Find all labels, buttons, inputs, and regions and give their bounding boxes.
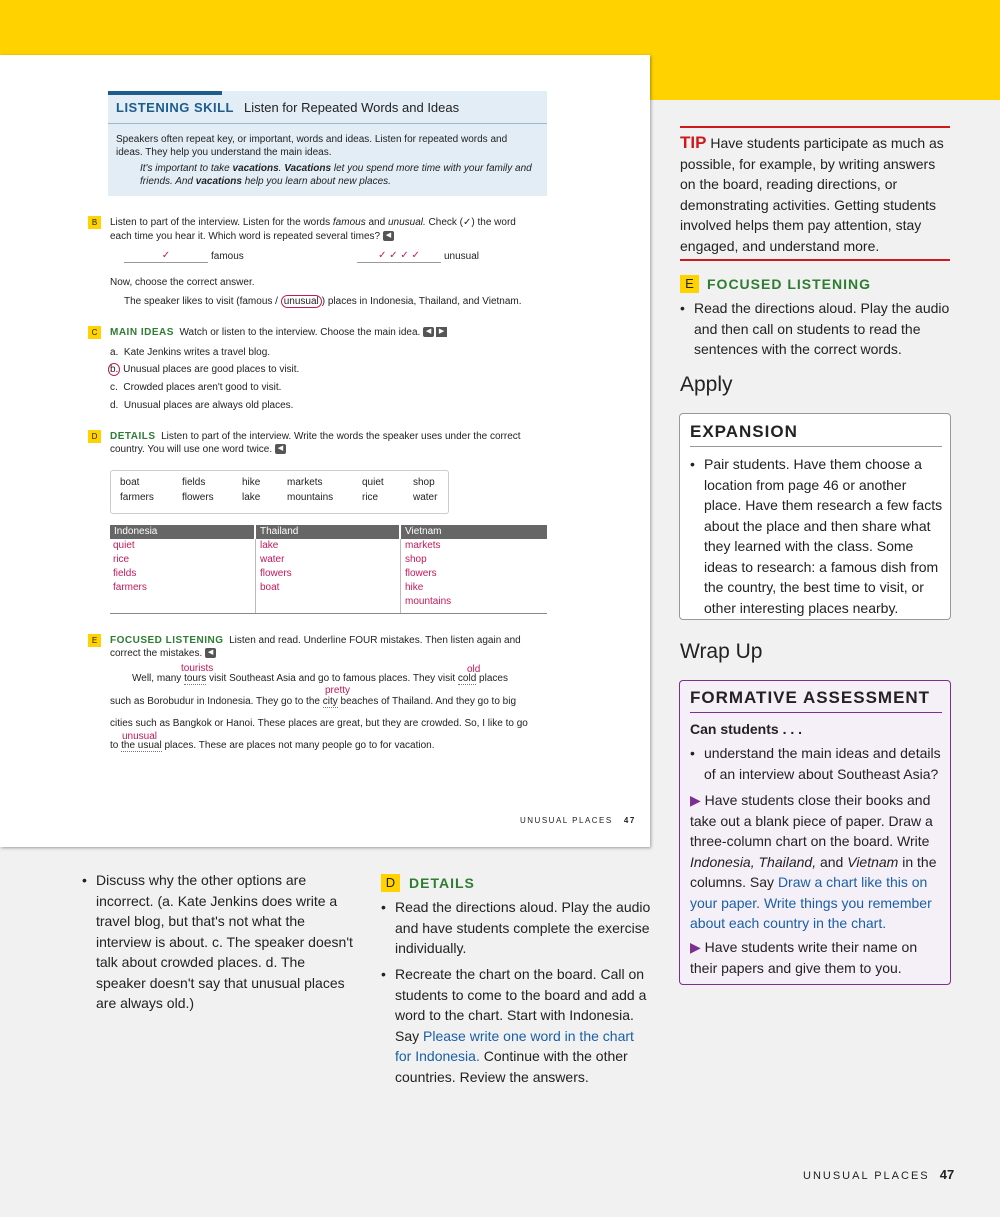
- unusual-label: unusual: [444, 251, 480, 262]
- assessment-title: FORMATIVE ASSESSMENT: [690, 688, 931, 707]
- skill-example: [140, 162, 540, 188]
- word-bank-item: flowers: [182, 492, 214, 503]
- example-text: .: [278, 163, 285, 174]
- focused-listening-badge: E: [680, 275, 699, 293]
- table-col-thailand: [257, 539, 401, 613]
- focused-listening-heading: FOCUSED LISTENING: [707, 276, 872, 292]
- details-heading: DETAILS: [409, 875, 475, 891]
- table-cell: farmers: [113, 582, 147, 593]
- passage-line-3: cities such as Bangkok or Hanoi. These places are great, but they are crowded. So, I like to go: [110, 718, 528, 729]
- bullet-dot: •: [381, 966, 386, 982]
- section-d-instruction-2: [110, 443, 286, 456]
- section-b-badge: B: [88, 216, 101, 229]
- word-bank-item: shop: [413, 477, 435, 488]
- passage-text: visit Southeast Asia and go to famous places. They visit: [206, 673, 458, 684]
- b-text: Check (✓) the word: [425, 217, 516, 228]
- famous-checks: ✓: [161, 250, 171, 261]
- section-d-instruction-1: [110, 430, 521, 443]
- word-bank-item: fields: [182, 477, 206, 488]
- b-word-famous: famous: [332, 217, 366, 228]
- focused-listening-bullet: Read the directions aloud. Play the audio and then call on students to read the sentences with the correct words.: [694, 300, 950, 357]
- bullet-dot: •: [381, 899, 386, 915]
- bullet-dot: •: [690, 745, 695, 761]
- word-bank-item: lake: [242, 492, 261, 503]
- speaker-icon[interactable]: ◀: [275, 444, 286, 454]
- table-cell: mountains: [405, 596, 452, 607]
- option-letter: c.: [110, 382, 118, 393]
- details-quote: Please write one word in the chart for Indonesia.: [395, 1027, 634, 1064]
- underlined-mistake: tours: [184, 673, 207, 684]
- section-e-instruction-2: [110, 647, 216, 660]
- triangle-arrow-icon: ▶: [690, 792, 701, 808]
- option-text: Crowded places aren't good to visit.: [123, 382, 282, 393]
- circled-answer: unusual: [281, 295, 322, 308]
- step-quote: Draw a chart like this on your paper. Write things you remember about each country in the chart.: [690, 874, 932, 931]
- option-a: [110, 346, 270, 359]
- speaker-icon[interactable]: ◀: [383, 231, 394, 241]
- correction-old: old: [467, 664, 481, 675]
- word-bank-item: water: [413, 492, 438, 503]
- table-cell: boat: [260, 582, 280, 593]
- expansion-bullet: Pair students. Have them choose a location from page 46 or another place. Have them research a few facts about the place and then share what they learned with the class. Some ideas to research: a famous dish from the country, the best time to visit, or other interesting places nearby.: [704, 456, 943, 616]
- b-text: and: [365, 217, 388, 228]
- famous-label: famous: [211, 251, 244, 262]
- option-letter: d.: [110, 400, 119, 411]
- assessment-rule: [690, 712, 942, 713]
- option-b: [108, 363, 299, 376]
- table-cell: markets: [405, 540, 441, 551]
- example-text: help you learn about new places.: [241, 176, 391, 187]
- wrap-up-heading: Wrap Up: [680, 640, 763, 663]
- answer-table: [110, 525, 547, 614]
- underlined-mistake: the usual: [121, 740, 162, 751]
- can-students: Can students . . .: [690, 721, 803, 737]
- footer-page-number: 47: [623, 816, 636, 825]
- expansion-box: [679, 413, 951, 620]
- word-bank-item: farmers: [120, 492, 154, 503]
- tip-bottom-rule: [680, 259, 950, 261]
- section-e-badge: E: [88, 634, 101, 647]
- step-text: Have students close their books and take out a blank piece of paper. Draw a three-column chart on the board. Write: [690, 792, 933, 849]
- passage-text: places. These are places not many people go to for vacation.: [161, 740, 435, 751]
- triangle-arrow-icon: ▶: [690, 939, 701, 955]
- student-page: [0, 55, 650, 847]
- play-icon[interactable]: ▶: [436, 327, 447, 337]
- d-text: country. You will use one word twice.: [110, 444, 273, 455]
- option-letter: a.: [110, 347, 119, 358]
- example-bold: Vacations: [284, 163, 332, 174]
- footer-label: UNUSUAL PLACES: [803, 1170, 930, 1182]
- table-header-thailand: Thailand: [256, 525, 399, 539]
- footer-page-number: 47: [939, 1167, 955, 1182]
- details-bullet-2: [395, 964, 653, 1087]
- assessment-step-1: [690, 790, 945, 934]
- underlined-mistake: cold: [457, 673, 477, 684]
- passage-text: such as Borobudur in Indonesia. They go to the: [110, 696, 323, 707]
- passage-line-1: [132, 672, 508, 685]
- step-text: in the columns. Say: [690, 853, 937, 890]
- speaker-icon[interactable]: ◀: [423, 327, 434, 337]
- notes-left-bullet: Discuss why the other options are incorrect. (a. Kate Jenkins does write a travel blog, but that's not what the interview is about. c. The speaker doesn't talk about crowded places. d. The speaker doesn't say that unusual places are always old.): [96, 872, 353, 1011]
- expansion-rule: [690, 446, 942, 447]
- table-cell: water: [260, 554, 285, 565]
- table-header-indonesia: Indonesia: [110, 525, 254, 539]
- table-cell: quiet: [113, 540, 135, 551]
- unusual-check-line: [357, 249, 441, 263]
- correction-pretty: pretty: [325, 685, 351, 696]
- b-answer-sentence: [124, 295, 522, 308]
- passage-text: places: [476, 673, 508, 684]
- option-text: Unusual places are good places to visit.: [123, 364, 300, 375]
- section-c-badge: C: [88, 326, 101, 339]
- student-page-footer: [520, 814, 636, 827]
- skill-body: Speakers often repeat key, or important, words and ideas. Listen for repeated words and ideas. They help you understand the main ideas.: [116, 134, 508, 158]
- d-text: Listen to part of the interview. Write the words the speaker uses under the correct: [161, 431, 521, 442]
- word-bank-item: hike: [242, 477, 261, 488]
- example-bold: vacations: [195, 176, 242, 187]
- section-e-instruction-1: [110, 634, 521, 647]
- details-text: Continue with the other countries. Review the answers.: [395, 1048, 628, 1085]
- details-text: Recreate the chart on the board. Call on students to come to the board and add a word to the chart. Start with Indonesia. Say: [395, 966, 647, 1044]
- option-letter-circled: b.: [110, 364, 119, 375]
- section-d-heading: DETAILS: [110, 431, 156, 442]
- page-footer: [803, 1167, 954, 1184]
- tip-body: Have students participate as much as possible, for example, by writing answers on the board, reading directions, or demonstrating activities. Getting students involved helps them pay attention, stay engaged, and understand more.: [680, 135, 944, 254]
- word-bank-item: mountains: [287, 492, 334, 503]
- unusual-checks: ✓ ✓ ✓ ✓: [378, 250, 420, 261]
- assessment-bullet: understand the main ideas and details of an interview about Southeast Asia?: [704, 745, 941, 782]
- table-cell: fields: [113, 568, 137, 579]
- formative-assessment-box: [679, 680, 951, 985]
- tip-text: [680, 133, 950, 256]
- b-text: Listen to part of the interview. Listen for the words: [110, 217, 333, 228]
- step-text: and: [816, 853, 848, 870]
- skill-title: Listen for Repeated Words and Ideas: [244, 100, 460, 115]
- skill-box-rule: [108, 123, 547, 124]
- step-italic: Indonesia, Thailand,: [690, 853, 817, 870]
- skill-label: LISTENING SKILL: [116, 100, 234, 115]
- option-d: [110, 399, 293, 412]
- passage-line-4: [110, 739, 434, 752]
- section-d-badge: D: [88, 430, 101, 443]
- word-bank-item: markets: [287, 477, 323, 488]
- step-italic: Vietnam: [847, 853, 899, 870]
- passage-text: to: [110, 740, 122, 751]
- table-cell: flowers: [405, 568, 437, 579]
- section-b-instruction-1: [110, 216, 516, 229]
- c-text: Watch or listen to the interview. Choose the main idea.: [179, 327, 421, 338]
- word-bank-item: quiet: [362, 477, 384, 488]
- example-bold: vacations: [232, 163, 279, 174]
- table-header-vietnam: Vietnam: [401, 525, 547, 539]
- bullet-dot: •: [82, 872, 87, 888]
- example-text: let you spend more time with your family and friends. And: [140, 163, 532, 187]
- e-text: correct the mistakes.: [110, 648, 203, 659]
- table-col-indonesia: [110, 539, 256, 613]
- b-text: each time you hear it. Which word is repeated several times?: [110, 231, 381, 242]
- word-bank-item: rice: [362, 492, 379, 503]
- table-cell: hike: [405, 582, 424, 593]
- assessment-step-2: [690, 937, 945, 978]
- correction-unusual: unusual: [122, 731, 158, 742]
- footer-label: UNUSUAL PLACES: [520, 816, 613, 825]
- skill-box-accent-bar: [108, 91, 222, 95]
- passage-text: Well, many: [132, 673, 185, 684]
- table-cell: rice: [113, 554, 130, 565]
- listening-skill-box: [108, 91, 547, 196]
- section-b-instruction-2: [110, 230, 394, 243]
- passage-line-2: [110, 695, 516, 708]
- b-text: The speaker likes to visit (famous /: [124, 296, 281, 307]
- correction-tourists: tourists: [181, 663, 214, 674]
- e-text: Listen and read. Underline FOUR mistakes. Then listen again and: [229, 635, 521, 646]
- option-text: Unusual places are always old places.: [123, 400, 294, 411]
- b-word-unusual: unusual.: [387, 217, 426, 228]
- table-col-vietnam: [402, 539, 547, 613]
- choose-answer: Now, choose the correct answer.: [110, 277, 255, 288]
- section-e-heading: FOCUSED LISTENING: [110, 635, 224, 646]
- skill-box-heading: [116, 100, 459, 115]
- step-text: Have students write their name on their papers and give them to you.: [690, 939, 918, 976]
- details-badge: D: [381, 874, 400, 892]
- b-text: ) places in Indonesia, Thailand, and Vietnam.: [321, 296, 522, 307]
- table-cell: lake: [260, 540, 279, 551]
- option-c: [110, 381, 281, 394]
- table-cell: flowers: [260, 568, 292, 579]
- tip-label: TIP: [680, 133, 707, 152]
- section-c-heading: MAIN IDEAS: [110, 327, 174, 338]
- passage-text: beaches of Thailand. And they go to big: [337, 696, 517, 707]
- yellow-corner-band: [650, 0, 1000, 100]
- expansion-title: EXPANSION: [690, 422, 798, 441]
- tip-top-rule: [680, 126, 950, 128]
- bullet-dot: •: [690, 456, 695, 472]
- underlined-mistake: city: [322, 696, 338, 707]
- details-bullet-1: Read the directions aloud. Play the audio and have students complete the exercise individually.: [395, 899, 651, 956]
- famous-check-line: [124, 249, 208, 263]
- apply-heading: Apply: [680, 373, 733, 396]
- table-cell: shop: [405, 554, 427, 565]
- bullet-dot: •: [680, 300, 685, 316]
- option-text: Kate Jenkins writes a travel blog.: [123, 347, 271, 358]
- word-bank-item: boat: [120, 477, 140, 488]
- speaker-icon[interactable]: ◀: [205, 648, 216, 658]
- section-c-instruction: [110, 326, 447, 339]
- word-bank: [110, 470, 449, 514]
- example-text: It's important to take: [140, 163, 233, 174]
